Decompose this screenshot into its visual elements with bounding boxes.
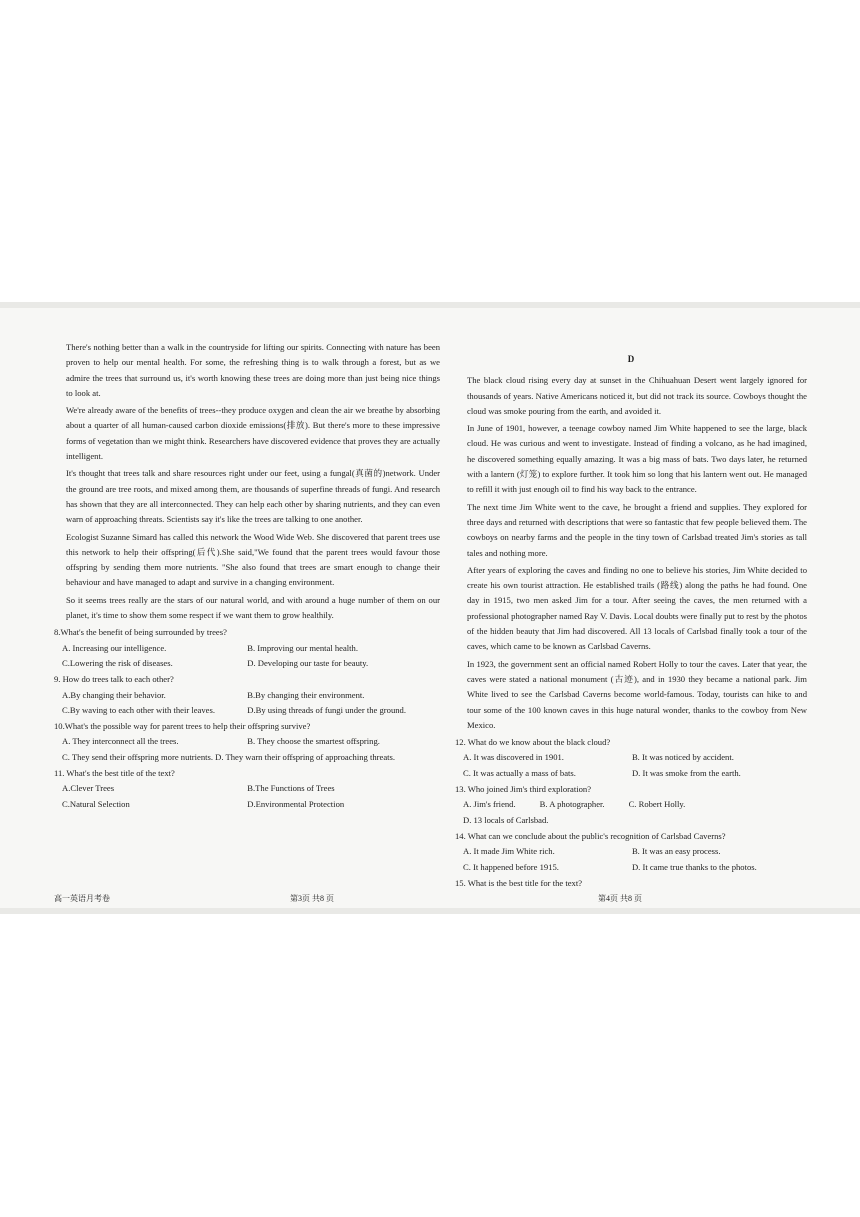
option-c[interactable]: C. Robert Holly. <box>628 799 686 810</box>
option-c[interactable]: C.By waving to each other with their leaves. <box>62 704 215 715</box>
question-10 <box>54 719 440 765</box>
option-c[interactable]: C. It was actually a mass of bats. <box>463 767 576 778</box>
question-9 <box>54 672 440 718</box>
left-paragraph-5: So it seems trees really are the stars of our natural world, and with around a huge number of them on our planet, it's time to show them some respect if we want them to grow healthily. <box>66 594 440 621</box>
question-stem: 10.What's the possible way for parent trees to help their offspring survive? <box>54 721 311 732</box>
question-stem: 15. What is the best title for the text? <box>455 877 583 888</box>
question-stem: 14. What can we conclude about the public's recognition of Carlsbad Caverns? <box>455 830 726 841</box>
option-a[interactable]: A.By changing their behavior. <box>62 689 166 700</box>
option-b[interactable]: B. It was an easy process. <box>631 846 721 857</box>
section-title: D <box>627 354 635 364</box>
right-page-column <box>455 346 807 891</box>
scan-top-edge <box>0 302 860 308</box>
question-13 <box>455 782 807 828</box>
left-paragraph-2: We're already aware of the benefits of trees--they produce oxygen and clean the air we breathe by absorbing about a quarter of all human-caused carbon dioxide emissions(排放). But there's more to these impressive forms of vegetation than we might think. Researchers have discovered evidence that proves they are actually intelligent. <box>66 405 440 462</box>
option-c[interactable]: C.Natural Selection <box>62 798 130 809</box>
left-page-column <box>54 340 440 812</box>
question-11 <box>54 766 440 812</box>
scan-bottom-edge <box>0 908 860 914</box>
question-stem: 12. What do we know about the black cloud? <box>455 737 611 748</box>
option-b[interactable]: B.By changing their environment. <box>247 689 365 700</box>
option-d[interactable]: D.Environmental Protection <box>247 798 345 809</box>
option-a[interactable]: A.Clever Trees <box>62 783 115 794</box>
right-paragraph-4: After years of exploring the caves and finding no one to believe his stories, Jim White decided to create his own tourist attraction. He established trails (路线) along the paths he had found. One day in 1915, two men asked Jim for a tour. After seeing the caves, the men returned with a professional photographer named Ray V. Davis. Local doubts were finally put to rest by the photos of the hidden beauty that Jim had discovered. All 13 locals of Carlsbad finally took a tour of the caves, which came to be known as Carlsbad Caverns. <box>467 564 807 652</box>
left-paragraph-4: Ecologist Suzanne Simard has called this network the Wood Wide Web. She discovered that parent trees use this network to help their offspring(后代).She said,"We found that the parent trees would favour those offspring by sending them more nutrients. "She also found that trees are smart enough to change their behaviour and have managed to adapt and survive in a changing environment. <box>66 531 440 588</box>
option-d[interactable]: D. It came true thanks to the photos. <box>631 861 757 872</box>
right-paragraph-5: In 1923, the government sent an official named Robert Holly to tour the caves. Later that year, the caves were stated a national monument (古迹), and in 1930 they became a national park. Jim White lived to see the Carlsbad Caverns become world-famous. Today, tourists can hike to and tour some of the 100 known caves in this huge natural wonder, thanks to the cowboy from New Mexico. <box>467 658 807 730</box>
option-b[interactable]: B. A photographer. <box>539 799 605 810</box>
option-c[interactable]: C. It happened before 1915. <box>463 861 559 872</box>
option-d[interactable]: D.By using threads of fungi under the ground. <box>247 704 406 715</box>
footer-exam-name: 高一英语月考卷 <box>54 894 110 903</box>
question-stem: 9. How do trees talk to each other? <box>54 674 174 685</box>
option-d[interactable]: D. Developing our taste for beauty. <box>247 657 369 668</box>
question-14 <box>455 829 807 875</box>
option-a[interactable]: A. Increasing our intelligence. <box>62 642 167 653</box>
option-a[interactable]: A. Jim's friend. <box>463 799 516 810</box>
right-paragraph-3: The next time Jim White went to the cave, he brought a friend and supplies. They explored for three days and returned with descriptions that were so fantastic that few people believed them. The cowboys on nearby farms and the people in the tiny town of Carlsbad treated Jim's stories as tall tales and nothing more. <box>467 501 807 558</box>
question-stem: 11. What's the best title of the text? <box>54 768 175 779</box>
question-stem: 8.What's the benefit of being surrounded by trees? <box>54 627 227 638</box>
left-paragraph-3: It's thought that trees talk and share resources right under our feet, using a fungal(真菌的)network. Under the ground are tree roots, and mixed among them, are thousands of superfine threads of fungi. And research has shown that they are all interconnected. They can help each other by sharing nutrients, and they can even warn of approaching threats. Scientists say it's like the trees are talking to one another. <box>66 468 440 525</box>
footer-page-3: 第3页 共8 页 <box>290 894 334 903</box>
question-12 <box>455 735 807 781</box>
left-paragraph-1: There's nothing better than a walk in the countryside for lifting our spirits. Connecting with nature has been proven to help our mental health. For some, the refreshing thing is to walk through a forest, but as we admire the trees that surround us, it's worth knowing these trees are doing more than just being nice things to look at. <box>66 342 440 398</box>
question-stem: 13. Who joined Jim's third exploration? <box>455 784 592 795</box>
right-paragraph-2: In June of 1901, however, a teenage cowboy named Jim White happened to see the large, black cloud. He was curious and went to investigate. Instead of finding a volcano, as he had imagined, he discovered something equally amazing. It was a big mass of bats. Two days later, he returned with a lantern (灯笼) to explore further. It took him so long that his lantern went out. He managed to refill it with just enough oil to find his way back to the entrance. <box>467 423 807 495</box>
option-b[interactable]: B. They choose the smartest offspring. <box>247 736 380 747</box>
option-a[interactable]: A. It made Jim White rich. <box>463 846 555 857</box>
question-15 <box>455 876 807 891</box>
option-a[interactable]: A. It was discovered in 1901. <box>463 752 564 763</box>
footer-page-4: 第4页 共8 页 <box>598 894 642 903</box>
question-8 <box>54 625 440 671</box>
option-b[interactable]: B. Improving our mental health. <box>247 642 359 653</box>
option-c[interactable]: C.Lowering the risk of diseases. <box>62 657 173 668</box>
option-a[interactable]: A. They interconnect all the trees. <box>62 736 179 747</box>
option-b[interactable]: B.The Functions of Trees <box>247 783 335 794</box>
option-c-d[interactable]: C. They send their offspring more nutrients. D. They warn their offspring of approaching threats. <box>62 751 396 762</box>
option-d[interactable]: D. 13 locals of Carlsbad. <box>463 814 549 825</box>
option-d[interactable]: D. It was smoke from the earth. <box>631 767 741 778</box>
option-b[interactable]: B. It was noticed by accident. <box>631 752 734 763</box>
right-paragraph-1: The black cloud rising every day at sunset in the Chihuahuan Desert went largely ignored for thousands of years. Native Americans noticed it, but did not track its source. Cowboys thought the cloud was smoke pouring from the earth, and avoided it. <box>467 375 807 416</box>
